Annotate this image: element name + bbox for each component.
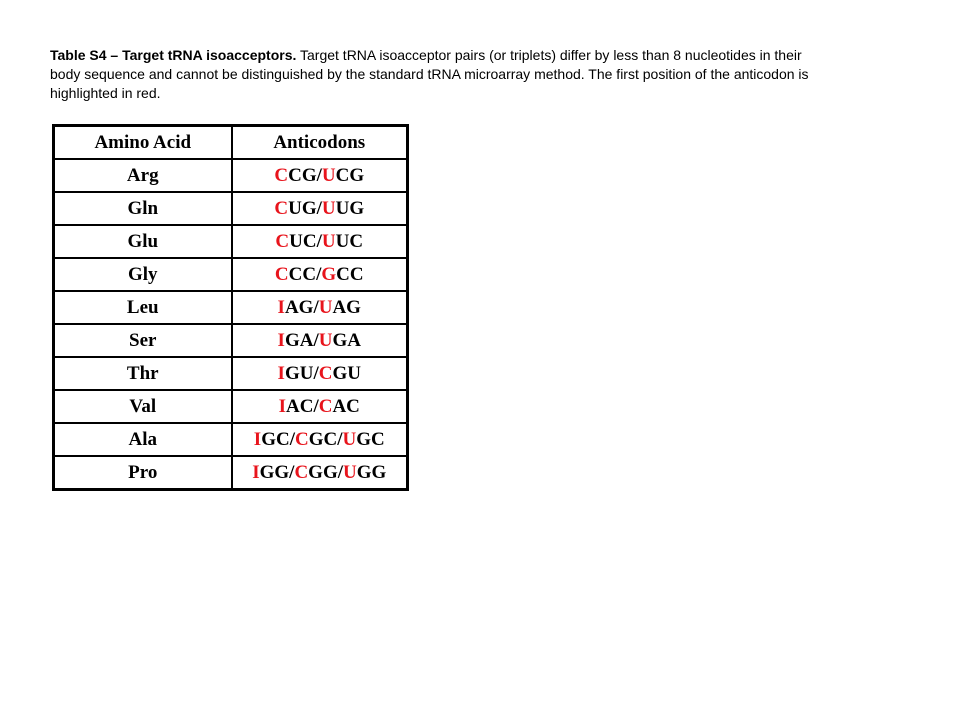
anticodon-rest: CG [288,164,317,186]
anticodon-first-position: C [294,461,309,483]
anticodon-rest: GG [308,461,338,483]
table-row [54,456,408,490]
anticodon-rest: AC [285,395,314,417]
anticodon-first-position: U [321,164,336,186]
anticodons-cell [232,258,408,291]
anticodon-rest: CG [335,164,365,186]
anticodons-cell [232,357,408,390]
anticodon-rest: GG [356,461,387,483]
anticodons-cell [232,324,408,357]
amino-acid-cell: Leu [54,291,232,324]
table-header-row [54,126,408,160]
table-caption [50,46,810,103]
anticodon-rest: UG [288,197,317,219]
anticodon-first-position: U [318,296,333,318]
anticodon-rest: CC [336,263,364,285]
amino-acid-cell: Val [54,390,232,423]
anticodon-rest: GU [332,362,361,384]
table-row [54,291,408,324]
anticodon-first-position: C [274,164,289,186]
caption-text: Target tRNA isoacceptor pairs (or triplets) differ by less than 8 nucleotides in their body sequence and cannot be distinguished by the standard tRNA microarray method. The first position of the anticodon is highlighted in red. [50,47,809,101]
anticodon-rest: CC [288,263,317,285]
anticodons-cell [232,423,408,456]
anticodon-first-position: U [318,329,333,351]
anticodon-first-position: U [321,197,336,219]
anticodon-separator: / [313,329,319,351]
caption-title: Table S4 – Target tRNA isoacceptors. [50,47,297,63]
anticodon-first-position: I [278,395,286,417]
anticodon-first-position: I [277,296,285,318]
anticodon-rest: GG [259,461,290,483]
anticodon-separator: / [313,395,319,417]
anticodon-rest: AG [284,296,314,318]
anticodon-table [52,124,409,491]
anticodon-rest: GC [356,428,385,450]
table-row [54,390,408,423]
anticodons-cell [232,456,408,490]
anticodons-cell [232,159,408,192]
anticodon-first-position: C [275,230,290,252]
anticodon-first-position: C [274,263,289,285]
anticodon-separator: / [289,461,295,483]
anticodon-first-position: U [343,461,357,483]
anticodon-rest: GA [284,329,314,351]
anticodon-separator: / [289,428,295,450]
anticodon-first-position: C [274,197,289,219]
amino-acid-cell: Thr [54,357,232,390]
table-row [54,258,408,291]
header-amino-acid: Amino Acid [54,126,232,160]
amino-acid-cell: Pro [54,456,232,490]
anticodon-separator: / [316,230,322,252]
anticodon-first-position: U [342,428,357,450]
table-body [54,159,408,490]
anticodon-rest: UG [335,197,365,219]
anticodon-rest: AC [332,395,360,417]
anticodon-first-position: I [277,362,285,384]
anticodon-rest: GU [284,362,314,384]
table-row [54,225,408,258]
anticodon-first-position: I [277,329,285,351]
anticodon-first-position: I [253,428,262,450]
amino-acid-cell: Ser [54,324,232,357]
anticodon-first-position: C [318,362,333,384]
header-anticodons: Anticodons [232,126,408,160]
table-row [54,324,408,357]
anticodon-separator: / [313,362,319,384]
anticodon-first-position: U [321,230,336,252]
anticodon-separator: / [337,461,344,483]
amino-acid-cell: Gln [54,192,232,225]
anticodons-cell [232,291,408,324]
anticodon-separator: / [337,428,343,450]
anticodon-rest: AG [332,296,361,318]
anticodon-separator: / [313,296,319,318]
anticodons-cell [232,225,408,258]
anticodon-first-position: C [294,428,309,450]
anticodon-rest: GC [261,428,290,450]
anticodon-first-position: C [318,395,333,417]
table-row [54,357,408,390]
amino-acid-cell: Gly [54,258,232,291]
anticodon-separator: / [316,197,322,219]
anticodons-cell [232,192,408,225]
table-row [54,159,408,192]
anticodon-rest: UC [289,230,317,252]
amino-acid-cell: Ala [54,423,232,456]
table-row [54,192,408,225]
anticodon-first-position: G [321,263,337,285]
anticodon-separator: / [316,164,322,186]
amino-acid-cell: Glu [54,225,232,258]
amino-acid-cell: Arg [54,159,232,192]
anticodon-rest: GC [308,428,338,450]
anticodons-cell [232,390,408,423]
anticodon-separator: / [316,263,322,285]
table-row [54,423,408,456]
anticodon-rest: GA [332,329,361,351]
anticodon-rest: UC [335,230,364,252]
anticodon-first-position: I [252,461,260,483]
